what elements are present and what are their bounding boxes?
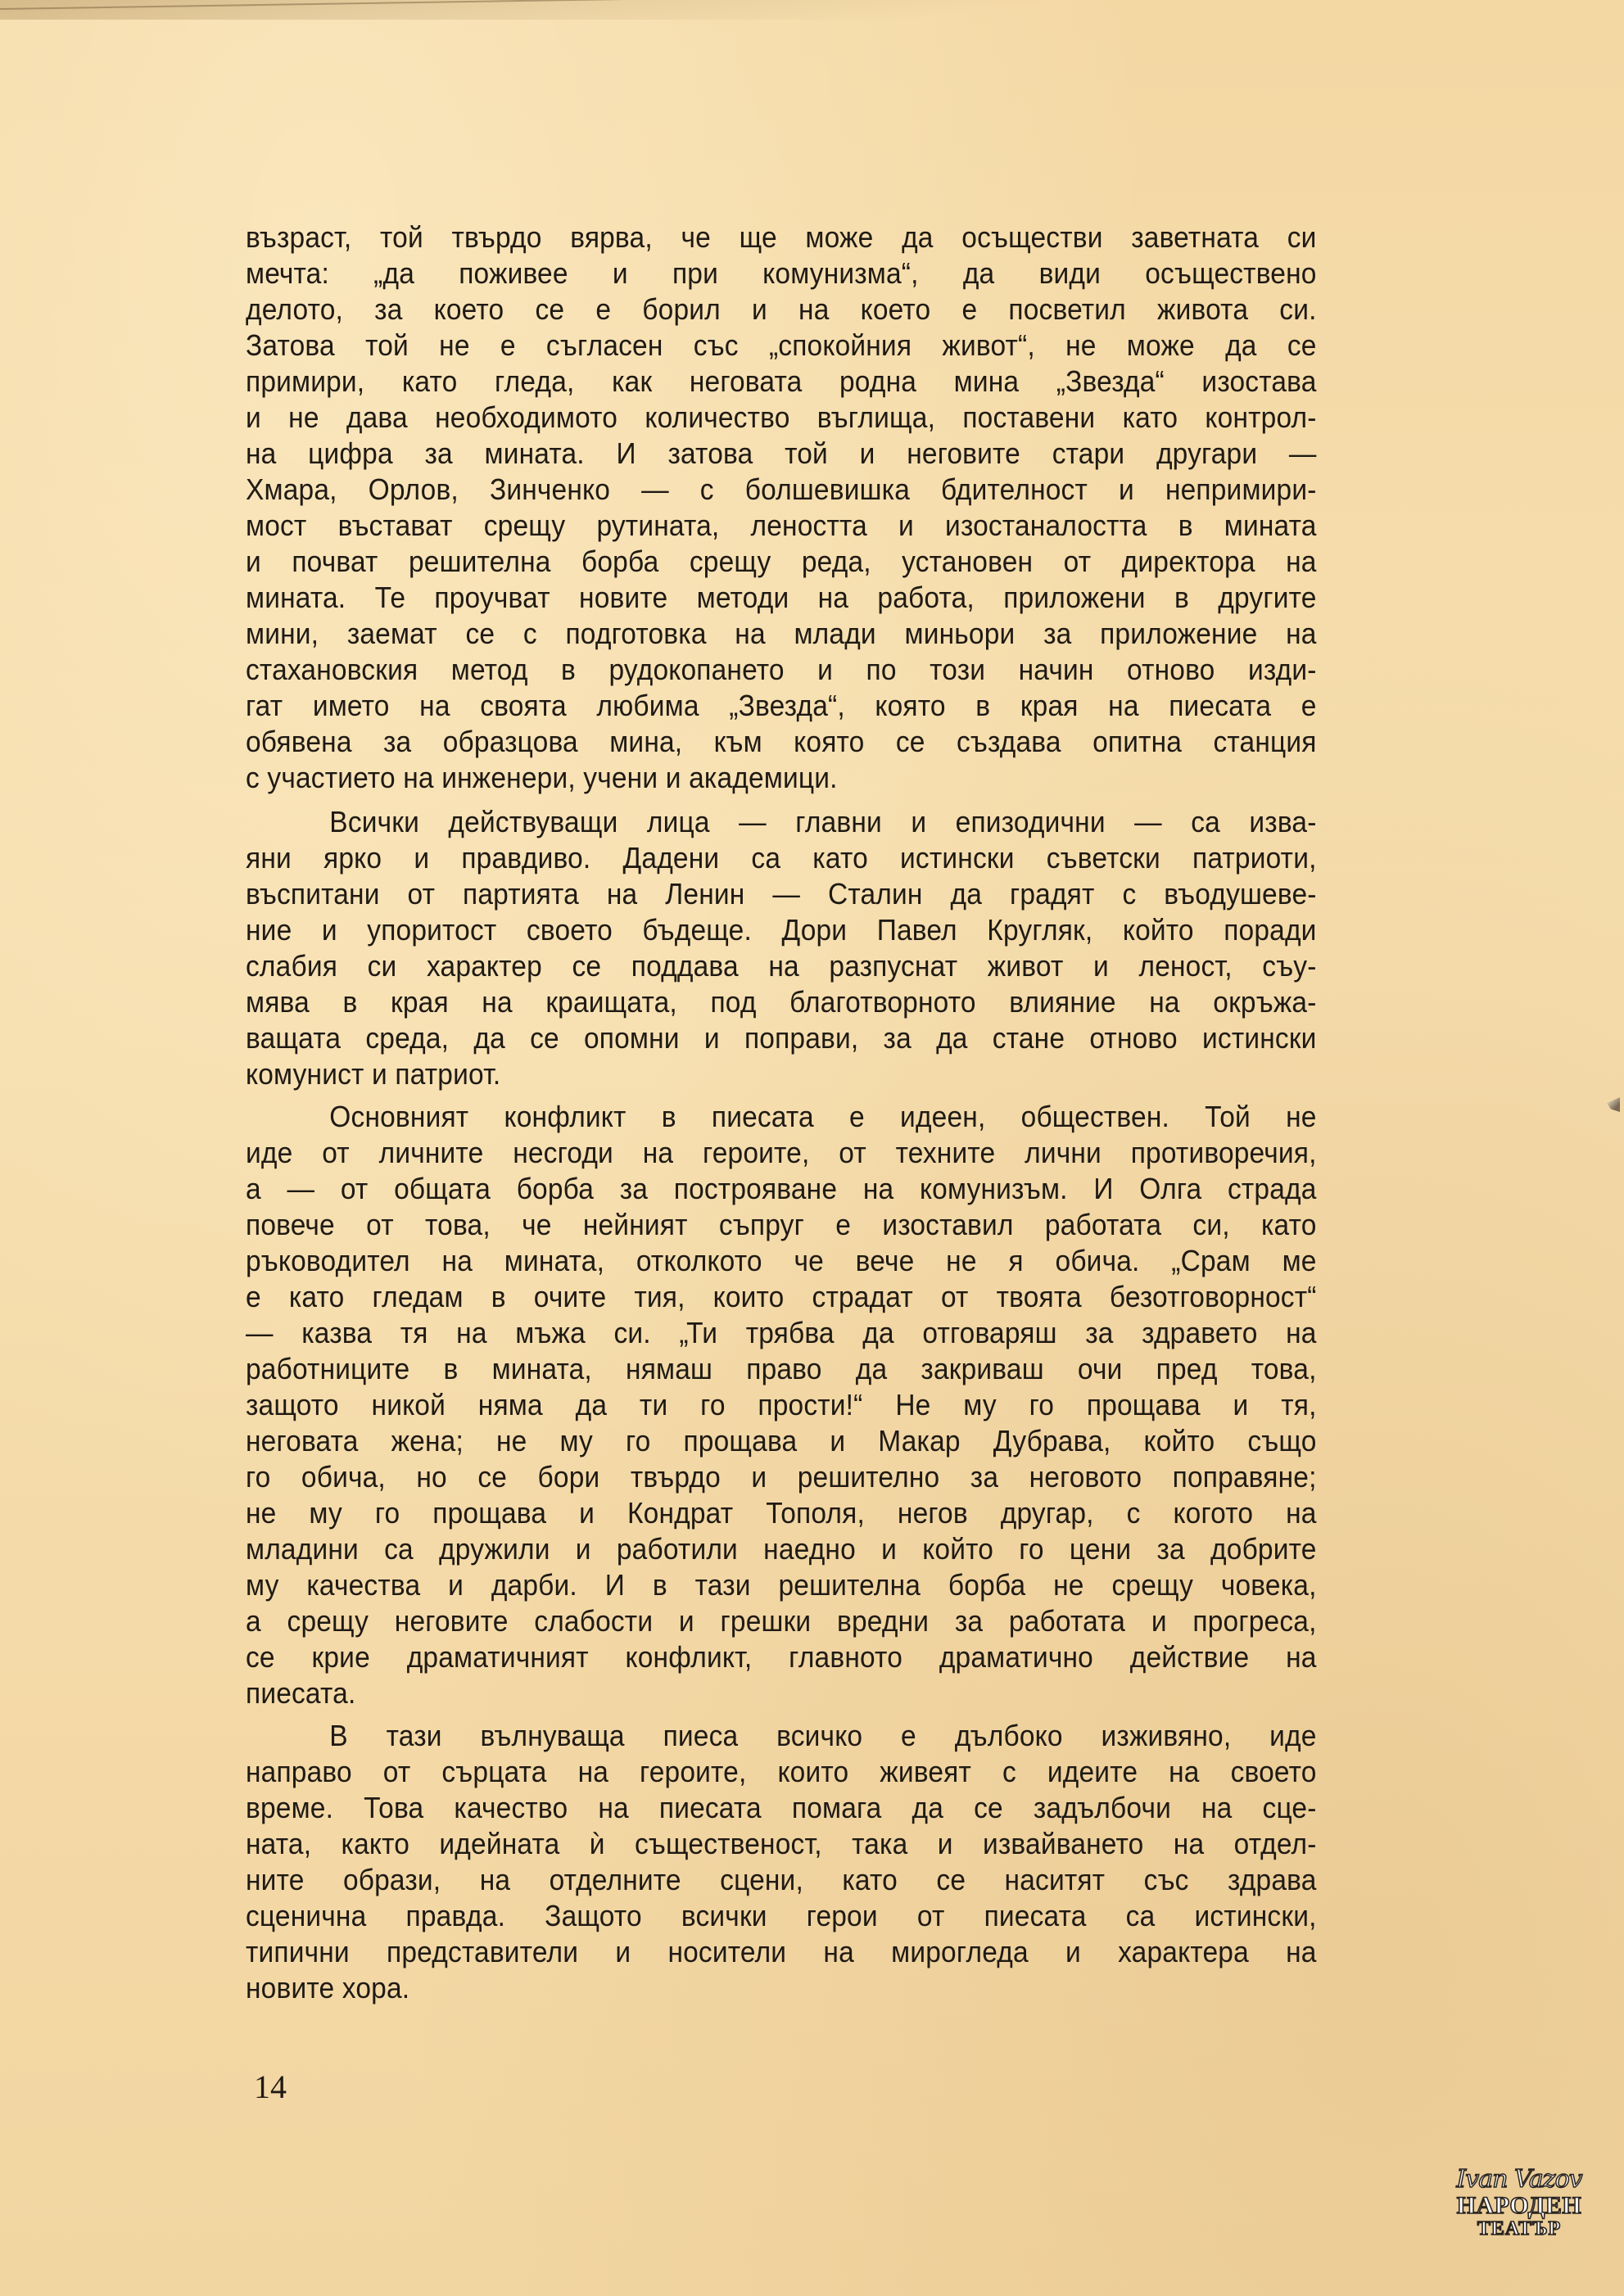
national-theatre-logo: [1445, 2166, 1593, 2264]
text-line: неговата жена; не му го прощава и Макар Дубрава, който също: [246, 1424, 1317, 1458]
text-line: ръководител на мината, отколкото че вече не я обича. „Срам ме: [246, 1244, 1317, 1277]
text-line: работниците в мината, нямаш право да закриваш очи пред това,: [246, 1352, 1317, 1385]
text-line: комунист и патриот.: [246, 1057, 501, 1091]
text-line: Хмара, Орлов, Зинченко — с болшевишка бдителност и непримири-: [246, 472, 1317, 506]
paragraph-start: Основният конфликт в пиесата е идеен, обществен. Той не: [329, 1100, 1317, 1133]
text-line: — казва тя на мъжа си. „Ти трябва да отговаряш за здравето на: [246, 1316, 1317, 1349]
text-line: въспитани от партията на Ленин — Сталин да градят с въодушеве-: [246, 877, 1317, 911]
text-line: и почват решителна борба срещу реда, установен от директора на: [246, 545, 1317, 578]
paper-crease: [0, 0, 1624, 20]
page-number: 14: [254, 2068, 287, 2105]
text-line: обявена за образцова мина, към която се създава опитна станция: [246, 725, 1317, 758]
text-line: ната, както идейната ѝ същественост, така и извайването на отдел-: [246, 1827, 1317, 1860]
text-line: с участието на инженери, учени и академици.: [246, 761, 838, 794]
text-line: гат името на своята любима „Звезда“, която в края на пиесата е: [246, 689, 1317, 722]
text-line: а — от общата борба за построяване на комунизъм. И Олга страда: [246, 1172, 1317, 1205]
text-line: ните образи, на отделните сцени, като се наситят със здрава: [246, 1863, 1317, 1896]
text-line: стахановския метод в рудокопането и по този начин отново изди-: [246, 653, 1317, 686]
text-line: новите хора.: [246, 1971, 410, 2004]
text-line: младини са дружили и работили наедно и който го цени за добрите: [246, 1532, 1317, 1566]
text-line: мява в края на краищата, под благотворното влияние на окръжа-: [246, 985, 1317, 1019]
text-line: сценична правда. Защото всички герои от пиесата са истински,: [246, 1899, 1317, 1932]
text-line: типични представители и носители на мирогледа и характера на: [246, 1935, 1317, 1968]
text-line: направо от сърцата на героите, които живеят с идеите на своето: [246, 1755, 1317, 1788]
text-line: мечта: „да поживее и при комунизма“, да види осъществено: [246, 256, 1317, 290]
text-line: време. Това качество на пиесата помага да се задълбочи на сце-: [246, 1791, 1317, 1824]
text-line: ващата среда, да се опомни и поправи, за да стане отново истински: [246, 1021, 1317, 1055]
text-line: делото, за което се е борил и на което е посветил живота си.: [246, 292, 1317, 326]
text-line: мини, заемат се с подготовка на млади миньори за приложение на: [246, 617, 1317, 650]
logo-text-line1: НАРОДЕН: [1456, 2192, 1582, 2219]
text-line: на цифра за мината. И затова той и неговите стари другари —: [246, 436, 1317, 470]
text-line: защото никой няма да ти го прости!“ Не му го прощава и тя,: [246, 1388, 1317, 1421]
text-line: мината. Те проучват новите методи на работа, приложени в другите: [246, 581, 1317, 614]
text-line: пиесата.: [246, 1676, 356, 1710]
text-line: а срещу неговите слабости и грешки вредни за работата и прогреса,: [246, 1604, 1317, 1638]
text-line: ние и упоритост своето бъдеще. Дори Павел Кругляк, който поради: [246, 913, 1317, 947]
text-line: яни ярко и правдиво. Дадени са като истински съветски патриоти,: [246, 841, 1317, 875]
logo-text-line2: ТЕАТЪР: [1477, 2218, 1562, 2240]
text-line: примири, като гледа, как неговата родна мина „Звезда“ изостава: [246, 364, 1317, 398]
text-line: го обича, но се бори твърдо и решително за неговото поправяне;: [246, 1460, 1317, 1494]
text-line: и не дава необходимото количество въглища, поставени като контрол-: [246, 400, 1317, 434]
text-line: Затова той не е съгласен със „спокойния живот“, не може да се: [246, 328, 1317, 362]
paper-edge-tear: [1607, 1097, 1620, 1112]
text-line: мост въстават срещу рутината, леността и изостаналостта в мината: [246, 508, 1317, 542]
text-line: се крие драматичният конфликт, главното драматично действие на: [246, 1640, 1317, 1674]
text-line: не му го прощава и Кондрат Тополя, негов другар, с когото на: [246, 1496, 1317, 1530]
paragraph-start: Всички действуващи лица — главни и епизодични — са изва-: [329, 805, 1317, 838]
text-line: иде от личните несгоди на героите, от техните лични противоречия,: [246, 1136, 1317, 1169]
text-line: му качества и дарби. И в тази решителна борба не срещу човека,: [246, 1568, 1317, 1602]
logo-signature: Ivan Vazov: [1456, 2165, 1582, 2194]
text-line: възраст, той твърдо вярва, че ще може да осъществи заветната си: [246, 220, 1317, 254]
paragraph-start: В тази вълнуваща пиеса всичко е дълбоко изживяно, иде: [329, 1719, 1317, 1752]
text-line: слабия си характер се поддава на разпуснат живот и леност, съу-: [246, 949, 1317, 983]
text-line: е като гледам в очите тия, които страдат от твоята безотговорност“: [246, 1280, 1317, 1313]
text-line: повече от това, че нейният съпруг е изоставил работата си, като: [246, 1208, 1317, 1241]
